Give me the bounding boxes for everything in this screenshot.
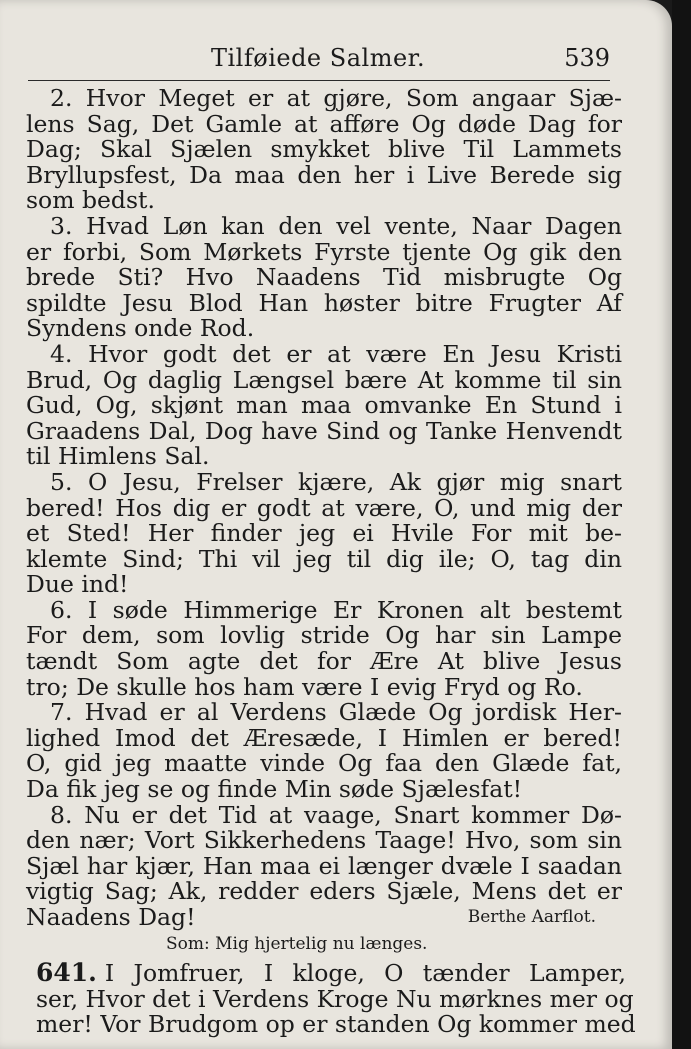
verse-line: 4. Hvor godt det er at være En Jesu Kristi (50, 339, 622, 368)
running-title: Tilføiede Salmer. (211, 44, 426, 72)
hymn-verses (26, 86, 622, 931)
page-number: 539 (564, 44, 610, 72)
verse-line: et Sted! Her finder jeg ei Hvile For mit be- (26, 519, 622, 548)
verse-line: den nær; Vort Sikkerhedens Taage! Hvo, som sin (26, 826, 622, 855)
verse-line: bered! Hos dig er godt at være, O, und mig der (26, 493, 622, 522)
verse-line: ser, Hvor det i Verdens Kroge Nu mørknes mer og (36, 984, 634, 1013)
verse-line: Bryllupsfest, Da maa den her i Live Berede sig (26, 160, 622, 189)
page-edge-shadow (672, 0, 691, 1049)
verse-line: spildte Jesu Blod Han høster bitre Frugter Af (26, 288, 622, 317)
verse-line: 2. Hvor Meget er at gjøre, Som angaar Sjæ- (50, 84, 622, 112)
verse-line: Naadens Dag! (26, 903, 196, 931)
verse-line: For dem, som lovlig stride Og har sin Lampe (26, 621, 622, 650)
verse-7 (26, 700, 622, 802)
verse-line: til Himlens Sal. (26, 442, 210, 471)
verse-line: lighed Imod det Æresæde, I Himlen er bered! (26, 723, 622, 752)
verse-2 (26, 86, 622, 214)
verse-line: brede Sti? Hvo Naadens Tid misbrugte Og (26, 263, 622, 292)
verse-line: Syndens onde Rod. (26, 314, 255, 343)
verse-line: 3. Hvad Løn kan den vel vente, Naar Dagen (50, 211, 622, 240)
verse-4 (26, 339, 622, 471)
verse-line: tro; De skulle hos ham være I evig Fryd og Ro. (26, 672, 583, 701)
verse-3 (26, 211, 622, 343)
verse-line: Graadens Dal, Dog have Sind og Tanke Henvendt (26, 416, 622, 445)
verse-line: 8. Nu er det Tid at vaage, Snart kommer Dø- (50, 800, 622, 829)
hymn-first-line-text: I Jomfruer, I kloge, O tænder Lamper, (104, 959, 626, 987)
verse-line: mer! Vor Brudgom op er standen Og kommer med (36, 1010, 636, 1039)
hymn-first-line (36, 960, 626, 987)
verse-line: Due ind! (26, 570, 129, 599)
last-line-with-author (26, 905, 622, 931)
verse-line: vigtig Sag; Ak, redder eders Sjæle, Mens det er (26, 877, 622, 906)
verse-8 (26, 800, 622, 931)
header-rule (28, 80, 610, 81)
verse-line: 6. I søde Himmerige Er Kronen alt bestemt (50, 595, 622, 624)
verse-6 (26, 595, 622, 701)
hymn-number: 641. (36, 958, 97, 987)
verse-line: 5. O Jesu, Frelser kjære, Ak gjør mig snart (50, 467, 622, 496)
verse-line: O, gid jeg maatte vinde Og faa den Glæde fat, (26, 749, 622, 778)
page-header (28, 44, 614, 78)
verse-line: lens Sag, Det Gamle at afføre Og døde Dag for (26, 109, 622, 138)
author-credit: Berthe Aarflot. (467, 907, 596, 927)
verse-line: Brud, Og daglig Længsel bære At komme til sin (26, 365, 622, 394)
verse-line: tændt Som agte det for Ære At blive Jesus (26, 647, 622, 676)
hymn-641 (36, 958, 636, 1039)
verse-line: Gud, Og, skjønt man maa omvanke En Stund i (26, 391, 622, 420)
verse-line: Sjæl har kjær, Han maa ei længer dvæle I saadan (26, 851, 622, 880)
verse-line: klemte Sind; Thi vil jeg til dig ile; O, tag din (26, 544, 622, 573)
verse-5 (26, 467, 622, 599)
melody-indication: Som: Mig hjertelig nu længes. (166, 934, 428, 954)
verse-line: er forbi, Som Mørkets Fyrste tjente Og gik den (26, 237, 622, 266)
verse-line: Da fik jeg se og finde Min søde Sjælesfat! (26, 775, 523, 804)
verse-line: som bedst. (26, 186, 155, 215)
verse-line: Dag; Skal Sjælen smykket blive Til Lammets (26, 135, 622, 164)
verse-line: 7. Hvad er al Verdens Glæde Og jordisk Her- (50, 698, 622, 727)
